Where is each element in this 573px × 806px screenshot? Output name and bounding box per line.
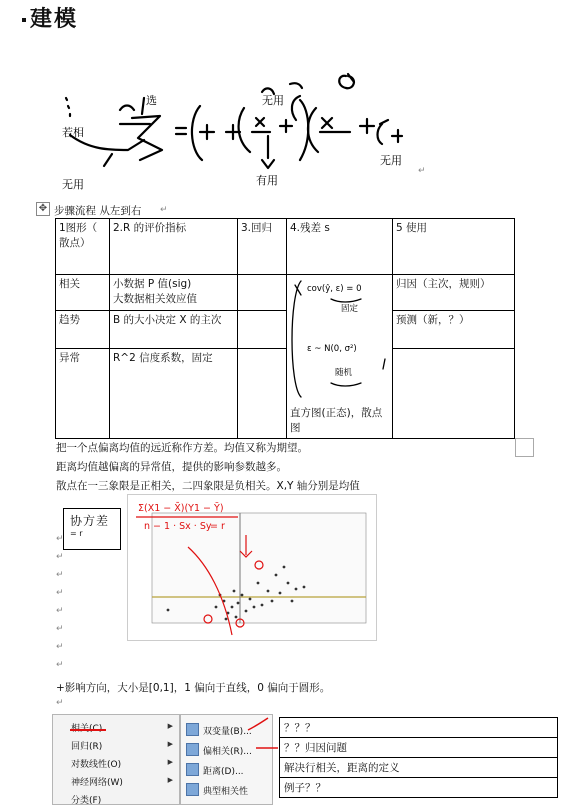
covariance-box — [63, 508, 121, 550]
submenu-arrow-icon: ▶ — [167, 740, 173, 748]
submenu-item-distance[interactable]: 距离(D)... — [203, 767, 244, 777]
partial-icon — [186, 743, 199, 756]
submenu-arrow-icon: ▶ — [167, 758, 173, 766]
paragraph-outlier: 距离均值越偏离的异常值，提供的影响参数越多。 — [56, 461, 287, 473]
cell-b-size: B 的大小决定 X 的主次 — [110, 311, 238, 349]
hw-label-right: 无用 — [380, 154, 402, 167]
table-row — [56, 311, 515, 349]
row-label-correlation: 相关 — [56, 275, 110, 311]
residual-label-2: 随机 — [335, 368, 353, 378]
paragraph-mark: ↵ — [56, 660, 64, 670]
submenu-item-partial[interactable]: 偏相关(R)... — [203, 747, 252, 757]
cell-prediction: 预测（新，？） — [393, 311, 515, 349]
analysis-menu — [52, 714, 180, 805]
row-label-outlier: 异常 — [56, 349, 110, 439]
residual-caption: 直方图(正态)，散点图 — [290, 407, 383, 434]
scatter-plot — [128, 495, 376, 640]
empty-cell — [238, 275, 287, 311]
residual-label-1: 固定 — [341, 304, 359, 314]
residual-line-2: ε ~ N(0, σ²) — [307, 344, 357, 354]
bivariate-icon — [186, 723, 199, 736]
paragraph-mark: ↵ — [56, 698, 64, 708]
table-move-icon[interactable]: ✥ — [36, 202, 50, 216]
cell-line: 小数据 P 值(sig) — [113, 278, 192, 290]
paragraph-quadrant: 散点在一三象限是正相关，二四象限是负相关。X,Y 轴分别是均值 — [56, 480, 360, 492]
menu-item-loglinear[interactable]: 对数线性(O) — [71, 760, 122, 770]
canonical-icon — [186, 783, 199, 796]
hw-label-left-2: 无用 — [62, 178, 84, 191]
heading-title: 建模 — [30, 6, 79, 32]
scatter-formula: Σ(X1 − X̄)(Y1 − Ȳ) — [138, 503, 224, 514]
table-row — [280, 758, 558, 778]
table-row — [280, 718, 558, 738]
hw-label-top-2: 无用 — [262, 94, 284, 107]
cell-attribution: 归因（主次，规则） — [393, 275, 515, 311]
paragraph-mark: ↵ — [418, 166, 426, 176]
covariance-sub: = r — [70, 529, 83, 538]
content-control-box[interactable] — [515, 438, 534, 457]
residual-line-1: cov(ŷ, ε) = 0 — [307, 284, 362, 294]
header-cell-3: 3.回归 — [238, 219, 287, 275]
distance-icon — [186, 763, 199, 776]
row-label-trend: 趋势 — [56, 311, 110, 349]
cell-r-squared: R^2 信度系数，固定 — [110, 349, 238, 439]
table-row — [56, 349, 515, 439]
table-row — [280, 738, 558, 758]
header-cell-2: 2.R 的评价指标 — [110, 219, 238, 275]
empty-cell — [238, 349, 287, 439]
red-annotation-lines — [200, 712, 280, 772]
menu-item-correlate[interactable] — [71, 721, 102, 734]
scatter-equals: = r — [210, 521, 225, 532]
paragraph-mark: ↵ — [56, 624, 64, 634]
table-row — [56, 219, 515, 275]
header-cell-5: 5 使用 — [393, 219, 515, 275]
cell-p-value — [110, 275, 238, 311]
submenu-item-canonical[interactable]: 典型相关性 — [203, 787, 249, 797]
empty-cell — [238, 311, 287, 349]
paragraph-direction: +影响方向，大小是[0,1]，1 偏向于直线，0 偏向于圆形。 — [56, 682, 331, 694]
paragraph-mark: ↵ — [56, 606, 64, 616]
submenu-arrow-icon: ▶ — [167, 722, 173, 730]
covariance-title: 协方差 — [70, 514, 110, 528]
steps-table — [55, 218, 515, 439]
menu-item-regression[interactable]: 回归(R) — [71, 742, 103, 752]
table-row — [280, 778, 558, 798]
cell-line: 大数据相关效应值 — [113, 293, 197, 305]
hw-label-bottom: 有用 — [256, 174, 278, 187]
qa-cell: 例子？？ — [280, 778, 558, 798]
handwritten-formula — [0, 0, 573, 200]
menu-item-neural[interactable]: 神经网络(W) — [71, 778, 123, 788]
paragraph-mark: ↵ — [56, 534, 64, 544]
residual-cell — [287, 275, 393, 439]
paragraph-mark: ↵ — [56, 570, 64, 580]
paragraph-mark: ↵ — [56, 588, 64, 598]
paragraph-variance: 把一个点偏离均值的远近称作方差。均值又称为期望。 — [56, 442, 308, 454]
paragraph-mark: ↵ — [56, 642, 64, 652]
residual-handwriting — [287, 275, 393, 401]
scatter-image — [127, 494, 377, 641]
table-row — [56, 275, 515, 311]
qa-table — [279, 717, 558, 798]
hw-label-top-1: 选 — [146, 94, 157, 107]
process-label: 步骤流程 从左到右 — [54, 205, 142, 217]
qa-cell: 解决行相关，距离的定义 — [280, 758, 558, 778]
menu-item-classify[interactable]: 分类(F) — [71, 796, 102, 806]
empty-cell — [393, 349, 515, 439]
scatter-denominator: n − 1 · Sx · Sy — [144, 521, 212, 532]
red-underline — [70, 729, 106, 731]
submenu-item-bivariate[interactable]: 双变量(B)... — [203, 727, 252, 737]
qa-cell: ？？？ — [280, 718, 558, 738]
submenu-arrow-icon: ▶ — [167, 776, 173, 784]
hw-label-left-1: 若相 — [62, 126, 84, 139]
qa-cell: ？？归因问题 — [280, 738, 558, 758]
header-cell-1: 1图形（ 散点） — [56, 219, 110, 275]
header-cell-4: 4.残差 s — [287, 219, 393, 275]
paragraph-mark: ↵ — [56, 552, 64, 562]
paragraph-mark: ↵ — [160, 205, 168, 215]
